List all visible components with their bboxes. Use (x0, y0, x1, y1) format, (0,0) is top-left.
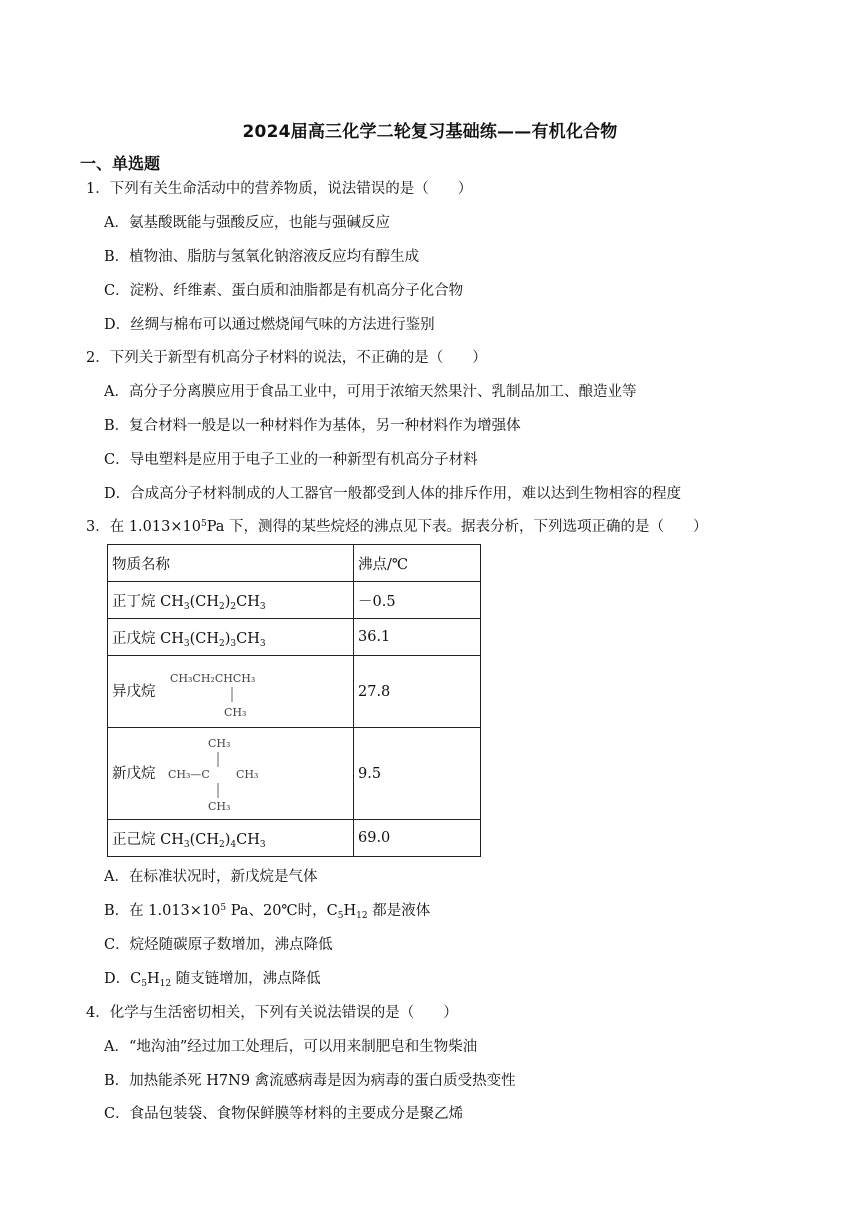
question-1-option-b: B．植物油、脂肪与氢氧化钠溶液反应均有醇生成 (104, 249, 420, 265)
question-1-option-a: A．氨基酸既能与强酸反应，也能与强碱反应 (104, 215, 390, 231)
substance-n-hexane: 正己烷 $CH_3(CH_2)_4CH_3$ (108, 820, 354, 857)
header-substance-name: 物质名称 (108, 545, 354, 582)
table-row (108, 619, 481, 656)
question-2-option-d: D．合成高分子材料制成的人工器官一般都受到人体的排斥作用，难以达到生物相容的程度 (104, 486, 682, 502)
question-2-option-c: C．导电塑料是应用于电子工业的一种新型有机高分子材料 (104, 452, 478, 468)
document-title: 2024届高三化学二轮复习基础练——有机化合物 (242, 122, 618, 142)
neo-structure-bottom: CH₃ (208, 799, 231, 813)
isopentane-structure-image (166, 662, 286, 722)
question-3-stem: 3．在 $1.013\times 10^5Pa$ 下，测得的某些烷烃的沸点见下表。据表分析，下列选项正确的是（ ） (86, 519, 708, 535)
iso-structure-branch: CH₃ (224, 705, 247, 719)
boiling-point-value: －0.5 (354, 582, 481, 619)
question-4-option-a: A．“地沟油”经过加工处理后，可以用来制肥皂和生物柴油 (104, 1039, 478, 1055)
neopentane-structure-image (166, 733, 276, 815)
table-row (108, 656, 481, 728)
question-2-option-a: A．高分子分离膜应用于食品工业中，可用于浓缩天然果汁、乳制品加工、酿造业等 (104, 384, 637, 400)
section-heading: 一、单选题 (80, 154, 161, 173)
substance-neopentane: 新戊烷 CH₃ CH₃—C CH₃ CH₃ (108, 728, 354, 820)
substance-isopentane: 异戊烷 CH₃CH₂CHCH₃ CH₃ (108, 656, 354, 728)
header-boiling-point: 沸点/℃ (354, 545, 481, 582)
iso-structure-chain: CH₃CH₂CHCH₃ (170, 671, 256, 685)
question-4-option-c: C．食品包装袋、食物保鲜膜等材料的主要成分是聚乙烯 (104, 1106, 464, 1122)
substance-n-pentane: 正戊烷 $CH_3(CH_2)_3CH_3$ (108, 619, 354, 656)
question-2-option-b: B．复合材料一般是以一种材料作为基体，另一种材料作为增强体 (104, 418, 521, 434)
question-3-option-a: A．在标准状况时，新戊烷是气体 (104, 869, 318, 885)
table-row (108, 728, 481, 820)
question-2-stem: 2．下列关于新型有机高分子材料的说法，不正确的是（ ） (86, 350, 487, 366)
question-3-option-b: B．在 $1.013\times 10^5$ Pa、20℃时，$C_5H_{12}$ 都是液体 (104, 903, 431, 921)
question-1-option-c: C．淀粉、纤维素、蛋白质和油脂都是有机高分子化合物 (104, 283, 464, 299)
neo-structure-top: CH₃ (208, 736, 231, 750)
boiling-point-table (107, 544, 481, 857)
question-3-option-d: D．$C_5H_{12}$ 随支链增加，沸点降低 (104, 971, 321, 989)
boiling-point-value: 36.1 (354, 619, 481, 656)
neo-structure-right: CH₃ (236, 767, 259, 781)
table-row (108, 582, 481, 619)
table-header-row (108, 545, 481, 582)
boiling-point-value: 27.8 (354, 656, 481, 728)
question-1-stem: 1．下列有关生命活动中的营养物质，说法错误的是（ ） (86, 181, 473, 197)
table-row (108, 820, 481, 857)
boiling-point-value: 69.0 (354, 820, 481, 857)
question-3-option-c: C．烷烃随碳原子数增加，沸点降低 (104, 937, 333, 953)
neo-structure-center: CH₃—C (168, 767, 210, 781)
question-4-option-b: B．加热能杀死 H7N9 禽流感病毒是因为病毒的蛋白质受热变性 (104, 1073, 516, 1089)
question-4-stem: 4．化学与生活密切相关，下列有关说法错误的是（ ） (86, 1005, 458, 1021)
substance-n-butane: 正丁烷 $CH_3(CH_2)_2CH_3$ (108, 582, 354, 619)
boiling-point-value: 9.5 (354, 728, 481, 820)
question-1-option-d: D．丝绸与棉布可以通过燃烧闻气味的方法进行鉴别 (104, 317, 435, 333)
